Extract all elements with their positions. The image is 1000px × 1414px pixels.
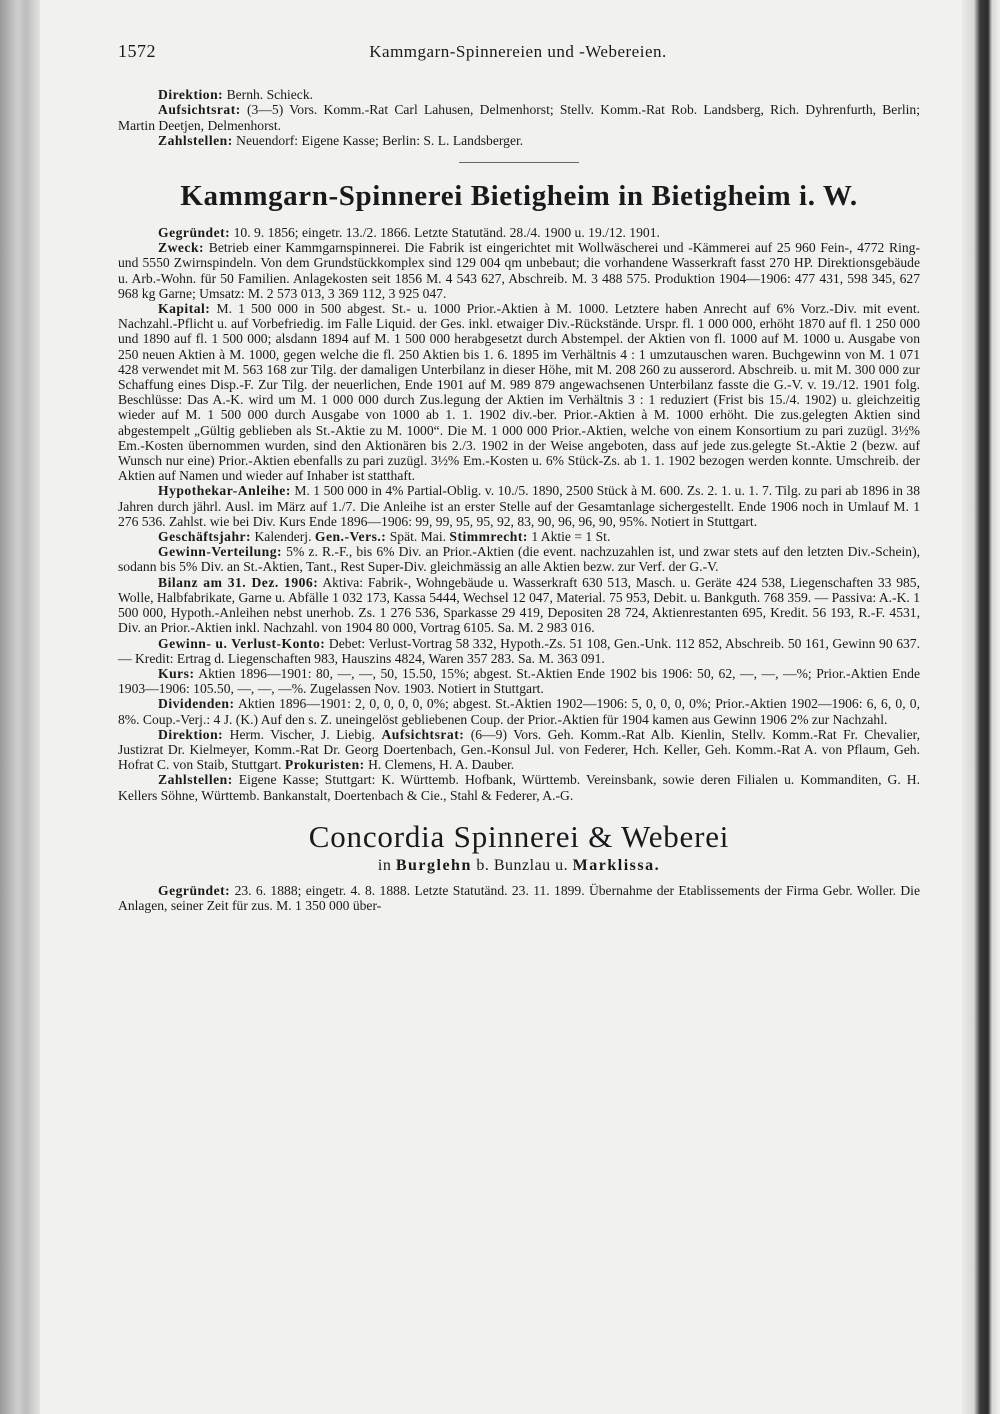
paragraph-concordia-gegruendet: Gegründet: 23. 6. 1888; eingetr. 4. 8. 1888. Letzte Statutänd. 23. 11. 1899. Übernahme der Etablissements der Firma Gebr. Woller. Die Anlagen, seiner Zeit für zus. M. 1 350 000 über-: [118, 882, 920, 913]
company-title-concordia: Concordia Spinnerei & Weberei: [308, 818, 730, 854]
paragraph-zahlstellen: Zahlstellen: Neuendorf: Eigene Kasse; Berlin: S. L. Landsberger.: [158, 132, 524, 148]
running-header: [118, 41, 920, 61]
page-content: [118, 41, 920, 913]
paragraph-zahlstellen: Zahlstellen: Eigene Kasse; Stuttgart: K. Württemb. Hofbank, Württemb. Vereinsbank, sowie deren Filialen u. Kommanditen, G. H. Kellers Söhne, Württemb. Bankanstalt, Doertenbach & Cie., Stahl & Federer, A.-G.: [118, 772, 920, 803]
paragraph-gegruendet: Gegründet: 10. 9. 1856; eingetr. 13./2. 1866. Letzte Statutänd. 28./4. 1900 u. 19./12. 1901.: [158, 225, 660, 241]
paragraph-dividenden: Dividenden: Aktien 1896—1901: 2, 0, 0, 0, 0, 0%; abgest. St.-Aktien 1902—1906: 5, 0, 0, 0, 0%; Prior.-Aktien 1902—1906: 6, 6, 0, 0, 8%. Coup.-Verj.: 4 J. (K.) Auf den s. Z. uneingelöst gebliebenen Coup. der Prior.-Aktien für 1904 kamen aus Gewinn 1906 2% zur Nachzahl.: [118, 696, 920, 727]
paragraph-zweck: Zweck: Betrieb einer Kammgarnspinnerei. Die Fabrik ist eingerichtet mit Wollwäscherei und -Kämmerei auf 25 960 Fein-, 4772 Ring- und 5550 Zwirnspindeln. Von dem Grundstückkomplex sind 129 004 qm unbebaut; die vorhandene Wasserkraft fasst 270 HP. Direktionsgebäude u. Arb.-Wohn. für 50 Familien. Anlagekosten seit 1856 M. 4 543 627, Abschreib. M. 3 488 575. Produktion 1904—1906: 477 431, 598 345, 627 968 kg Garne; Umsatz: M. 2 573 013, 3 369 112, 3 925 047.: [118, 240, 920, 301]
book-spine-shadow: [0, 0, 40, 1414]
company-title-bietigheim: Kammgarn-Spinnerei Bietigheim in Bietigheim i. W.: [180, 180, 858, 213]
page-edge-shadow: [962, 0, 1000, 1414]
running-title: Kammgarn-Spinnereien und -Webereien.: [369, 42, 667, 61]
previous-entry-tail: [118, 87, 920, 148]
section-divider: [459, 162, 579, 163]
paragraph-aufsichtsrat: Aufsichtsrat: (3—5) Vors. Komm.-Rat Carl Lahusen, Delmenhorst; Stellv. Komm.-Rat Rob. Landsberg, Rich. Dyhrenfurth, Berlin; Martin Deetjen, Delmenhorst.: [118, 102, 920, 133]
paragraph-direktion: Direktion: Bernh. Schieck.: [158, 87, 314, 103]
paragraph-direktion-aufsichtsrat: Direktion: Herm. Vischer, J. Liebig. Aufsichtsrat: (6—9) Vors. Geh. Komm.-Rat Alb. Kienlin, Stellv. Komm.-Rat Fr. Chevalier, Justizrat Dr. Kielmeyer, Komm.-Rat Dr. Georg Doertenbach, Gen.-Konsul Jul. von Federer, Hch. Keller, Geh. Komm.-Rat A. von Pflaum, Geh. Hofrat C. von Staib, Stuttgart. Prokuristen: H. Clemens, H. A. Dauber.: [118, 726, 920, 773]
paragraph-gewinn-verteilung: Gewinn-Verteilung: 5% z. R.-F., bis 6% Div. an Prior.-Aktien (die event. nachzuzahlen ist, und zwar stets auf den letzten Div.-Schein), sodann bis 5% Div. an St.-Aktien, Tant., Rest Super-Div. gleichmässig an alle Aktien bezw. zur Verf. der G.-V.: [118, 544, 920, 575]
paragraph-kapital: Kapital: M. 1 500 000 in 500 abgest. St.- u. 1000 Prior.-Aktien à M. 1000. Letztere haben Anrecht auf 6% Vorz.-Div. mit event. Nachzahl.-Pflicht u. auf Vorbefriedig. im Falle Liquid. der Ges. inkl. etwaiger Div.-Rückstände. Urspr. fl. 1 000 000, erhöht 1870 auf fl. 1 250 000 und 1890 auf fl. 1 500 000; alsdann 1894 auf M. 1 500 000 herabgesetzt durch Abstempel. der Aktien von fl. 1000 auf M. 1000 u. Ausgabe von 250 neuen Aktien à M. 1000, gegen welche die fl. 250 Aktien bis 1. 6. 1895 im Verhältnis 4 : 1 umzutauschen waren. Buchgewinn von M. 1 071 428 verwendet mit M. 563 168 zur Tilg. der damaligen Unterbilanz in dieser Höhe, mit M. 208 260 zu ausserord. Abschreib. u. mit M. 300 000 zur Schaffung eines Disp.-F. Zur Tilg. der neuerlichen, Ende 1901 auf M. 989 879 angewachsenen Unterbilanz fasste die G.-V. v. 19./12. 1901 folg. Beschlüsse: Das A.-K. wird um M. 1 000 000 durch Zus.legung der Aktien im Verhältnis 3 : 1 reduziert (Frist bis 15./4. 1902) u. gleichzeitig wieder auf M. 1 500 000 durch Ausgabe von 1000 ab 1. 1. 1902 div.-ber. Prior.-Aktien à M. 1000 erhöht. Die zus.gelegten Aktien sind abgestempelt „Gültig geblieben als St.-Aktie zu M. 1000“. Die M. 1 000 000 Prior.-Aktien, welche von einem Konsortium zu pari zuzügl. 3½% Em.-Kosten übernommen wurden, sind den Aktionären bis 2./3. 1902 in der Weise angeboten, dass auf jede zus.gelegte St.-Aktie 2 (bezw. auf Wunsch nur eine) Prior.-Aktien ebenfalls zu pari zuzügl. 3½% Em.-Kosten u. 6% Stück-Zs. ab 1. 1. 1902 bezogen werden konnte. Umschreib. der Aktien auf Namen und wieder auf Inhaber ist statthaft.: [118, 301, 920, 484]
paragraph-hypothekar-anleihe: Hypothekar-Anleihe: M. 1 500 000 in 4% Partial-Oblig. v. 10./5. 1890, 2500 Stück à M. 600. Zs. 2. 1. u. 1. 7. Tilg. zu pari ab 1896 in 38 Jahren durch jährl. Ausl. im März auf 1./7. Die Anleihe ist an erster Stelle auf der Gesamtanlage sichergestellt. Ende 1906 noch in Umlauf M. 1 276 536. Zahlst. wie bei Div. Kurs Ende 1896—1906: 99, 99, 95, 95, 92, 83, 90, 96, 96, 90, 95%. Notiert in Stuttgart.: [118, 483, 920, 529]
company-location: in Burglehn b. Bunzlau u. Marklissa.: [377, 856, 661, 874]
page-number: 1572: [118, 41, 156, 61]
paragraph-kurs: Kurs: Aktien 1896—1901: 80, —, —, 50, 15.50, 15%; abgest. St.-Aktien Ende 1902 bis 1906: 50, 62, —, —, —%; Prior.-Aktien Ende 1903—1906: 105.50, —, —, —%. Zugelassen Nov. 1903. Notiert in Stuttgart.: [118, 665, 920, 697]
entry-bietigheim: [118, 225, 920, 803]
paragraph-gewinn-verlust-konto: Gewinn- u. Verlust-Konto: Debet: Verlust-Vortrag 58 332, Hypoth.-Zs. 51 108, Gen.-Unk. 112 852, Abschreib. 50 161, Gewinn 90 637. — Kredit: Ertrag d. Liegenschaften 983, Hauszins 4824, Waren 357 283. Sa. M. 363 091.: [118, 635, 920, 666]
paragraph-geschaeftsjahr: Geschäftsjahr: Kalenderj. Gen.-Vers.: Spät. Mai. Stimmrecht: 1 Aktie = 1 St.: [158, 529, 611, 545]
paragraph-bilanz: Bilanz am 31. Dez. 1906: Aktiva: Fabrik-, Wohngebäude u. Wasserkraft 630 513, Masch. u. Geräte 424 538, Liegenschaften 33 985, Wolle, Halbfabrikate, Garne u. Abfälle 1 032 173, Kassa 5444, Wechsel 12 047, Material. 75 953, Debit. u. Bankguth. 768 359. — Passiva: A.-K. 1 500 000, Hypoth.-Anleihen nebst unerhob. Zs. 1 276 536, Sparkasse 29 419, Depositen 28 724, Aktienrestanten 695, Kredit. 56 193, R.-F. 4531, Div. an Prior.-Aktien inkl. Nachzahl. von 1904 80 000, Vortrag 6105. Sa. M. 2 983 016.: [118, 574, 920, 636]
